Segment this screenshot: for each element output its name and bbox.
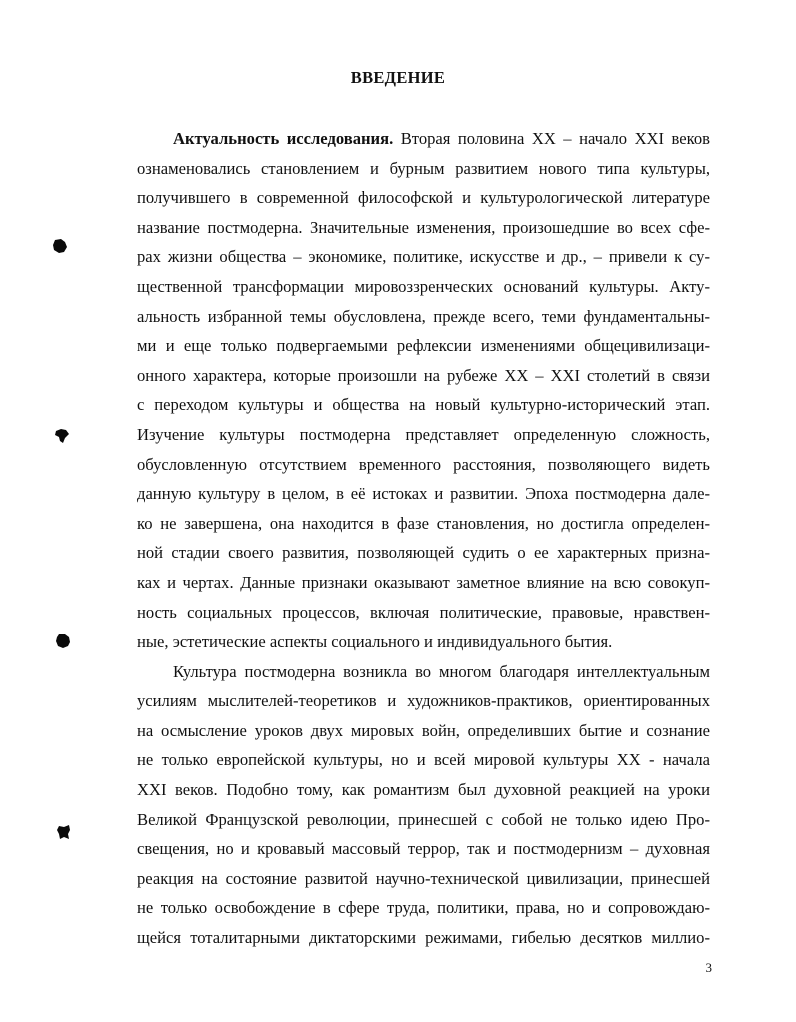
text-line: обусловленную отсутствием временного расстояния, позволяющего видеть	[137, 454, 710, 474]
text-line: данную культуру в целом, в её истоках и развитии. Эпоха постмодерна дале-	[137, 484, 710, 504]
text-line: получившего в современной философской и культурологической литературе	[137, 188, 710, 208]
text-line: на осмысление уроков двух мировых войн, определивших бытие и сознание	[137, 720, 710, 740]
text-line: ной стадии своего развития, позволяющей судить о ее характерных призна-	[137, 543, 710, 563]
document-body	[137, 124, 710, 953]
text-line: ознаменовались становлением и бурным развитием нового типа культуры,	[137, 158, 710, 178]
text-line: Великой Французской революции, принесшей с собой не только идею Про-	[137, 809, 710, 829]
text-line: ко не завершена, она находится в фазе становления, но достигла определен-	[137, 513, 710, 533]
relevance-heading: Актуальность исследования.	[173, 129, 394, 148]
text-line: Изучение культуры постмодерна представляет определенную сложность,	[137, 424, 710, 444]
text-line: щейся тоталитарными диктаторскими режимами, гибелью десятков миллио-	[137, 928, 710, 948]
text-line: усилиям мыслителей-теоретиков и художников-практиков, ориентированных	[137, 691, 710, 711]
text-line: с переходом культуры и общества на новый культурно-исторический этап.	[137, 395, 710, 415]
text-line: онного характера, которые произошли на рубеже XX – XXI столетий в связи	[137, 365, 710, 385]
text-line	[137, 124, 710, 154]
text-line: щественной трансформации мировоззренческих оснований культуры. Акту-	[137, 276, 710, 296]
text-line: Культура постмодерна возникла во многом благодаря интеллектуальным	[173, 661, 710, 681]
section-title: ВВЕДЕНИЕ	[350, 68, 446, 87]
text-line: реакция на состояние развитой научно-технической цивилизации, принесшей	[137, 868, 710, 888]
punch-hole-mark	[55, 633, 71, 649]
text-line: XXI веков. Подобно тому, как романтизм был духовной реакцией на уроки	[137, 780, 710, 800]
punch-hole-mark	[52, 238, 68, 254]
text-line: не только освобождение в сфере труда, политики, права, но и сопровождаю-	[137, 898, 710, 918]
text-line: альность избранной темы обусловлена, прежде всего, теми фундаментальны-	[137, 306, 710, 326]
text-line: ные, эстетические аспекты социального и индивидуального бытия.	[137, 632, 613, 652]
punch-hole-mark	[54, 428, 70, 444]
text-line: свещения, но и кровавый массовый террор, так и постмодернизм – духовная	[137, 839, 710, 859]
paragraph-relevance	[137, 124, 710, 657]
paragraph-postmodern-origin	[137, 657, 710, 953]
text-line: ках и чертах. Данные признаки оказывают заметное влияние на всю совокуп-	[137, 572, 710, 592]
text-line-segment: Вторая половина XX – начало XXI веков	[393, 129, 710, 148]
page-number: 3	[705, 960, 712, 975]
text-line: ность социальных процессов, включая политические, правовые, нравствен-	[137, 602, 710, 622]
text-line: ми и еще только подвергаемыми рефлексии изменениями общецивилизаци-	[137, 336, 710, 356]
text-line: рах жизни общества – экономике, политике, искусстве и др., – привели к су-	[137, 247, 710, 267]
text-line: название постмодерна. Значительные изменения, произошедшие во всех сфе-	[137, 217, 710, 237]
text-line: не только европейской культуры, но и всей мировой культуры XX - начала	[137, 750, 710, 770]
punch-hole-mark	[56, 824, 72, 840]
